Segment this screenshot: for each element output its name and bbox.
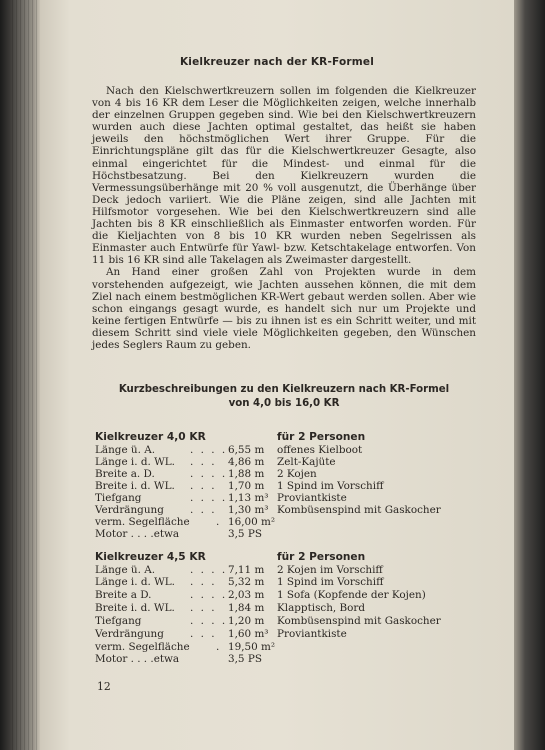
subheading-line-2: von 4,0 bis 16,0 KR [228, 398, 340, 409]
spec-row [40, 564, 514, 576]
equipment-item: Proviantkiste [277, 492, 347, 504]
spec-row [40, 504, 514, 516]
spec-dots: . . . [190, 628, 217, 640]
spec-row [40, 456, 514, 468]
spec-row [40, 641, 514, 653]
spec-row [40, 602, 514, 614]
block-2-persons: für 2 Personen [277, 551, 366, 563]
equipment-item: 2 Kojen [277, 468, 317, 480]
spec-row [40, 615, 514, 627]
spec-label: Länge i. d. WL. [95, 456, 175, 468]
spec-label: Tiefgang [95, 492, 142, 504]
page-edge [513, 0, 545, 750]
spec-value: 1,13 m³ [228, 492, 269, 504]
spec-row [40, 589, 514, 601]
spec-value: 19,50 m² [228, 641, 276, 653]
spec-row [40, 492, 514, 504]
book-spine [0, 0, 40, 750]
spec-dots: . . . . [190, 444, 228, 456]
spec-label: Motor . . . .etwa [95, 528, 180, 540]
spec-dots: . . . . [190, 564, 228, 576]
spec-row [40, 628, 514, 640]
spec-dots: . . . [190, 602, 217, 614]
spec-label: Länge i. d. WL. [95, 576, 175, 588]
spec-value: 6,55 m [228, 444, 265, 456]
spec-label: Verdrängung [95, 628, 164, 640]
spec-row [40, 468, 514, 480]
spec-dots: . . . [190, 456, 217, 468]
equipment-item: offenes Kielboot [277, 444, 363, 456]
equipment-item: Klapptisch, Bord [277, 602, 366, 614]
spec-label: Breite i. d. WL. [95, 602, 175, 614]
subheading [92, 383, 476, 411]
spec-value: 7,11 m [228, 564, 265, 576]
equipment-item: Kombüsenspind mit Gaskocher [277, 615, 441, 627]
spec-dots: . . . . [190, 468, 228, 480]
spec-row [40, 480, 514, 492]
spec-value: 1,70 m [228, 480, 265, 492]
subheading-line-1: Kurzbeschreibungen zu den Kielkreuzern nach KR-Formel [118, 384, 450, 395]
equipment-item: 1 Sofa (Kopfende der Kojen) [277, 589, 426, 601]
equipment-item: 1 Spind im Vorschiff [277, 480, 384, 492]
book-page [40, 0, 514, 750]
spec-dots: . . . [190, 576, 217, 588]
spec-label: Länge ü. A. [95, 444, 155, 456]
spec-label: Tiefgang [95, 615, 142, 627]
spine-shadow [12, 0, 38, 750]
spec-label: Breite a. D. [95, 468, 155, 480]
spec-label: verm. Segelfläche [95, 516, 190, 528]
block-2-title: Kielkreuzer 4,5 KR [95, 551, 206, 563]
equipment-item: 1 Spind im Vorschiff [277, 576, 384, 588]
spec-value: 16,00 m² [228, 516, 276, 528]
page-number: 12 [97, 680, 111, 693]
spec-row [40, 528, 514, 540]
spec-value: 1,30 m³ [228, 504, 269, 516]
equipment-item: Zelt-Kajüte [277, 456, 336, 468]
spec-value: 3,5 PS [228, 528, 262, 540]
block-1-header [40, 431, 514, 443]
equipment-item: Kombüsenspind mit Gaskocher [277, 504, 441, 516]
spec-row [40, 576, 514, 588]
spec-value: 1,60 m³ [228, 628, 269, 640]
paragraph-1: Nach den Kielschwertkreuzern sollen im folgenden die Kielkreuzer von 4 bis 16 KR dem Leser die Möglichkeiten zeigen, welche innerhalb der einzelnen Gruppen gegeben sind. Wie bei den Kielschwertkreuzern wurden auch diese Jachten optimal gestaltet, das heißt sie haben jeweils den höchstmöglichen Wert ihrer Gruppe. Für die Einrichtungspläne gilt das für die Kielschwertkreuzer Gesagte, also einmal eingerichtet für die Mindest- und einmal für die Höchstbesatzung. Bei den Kielkreuzern wurden die Vermessungsüberhänge mit 20 % voll ausgenutzt, die Überhänge über Deck jedoch variiert. Wie die Pläne zeigen, sind alle Jachten mit Hilfsmotor vorgesehen. Wie bei den Kielschwertkreuzern sind alle Jachten bis 8 KR einschließlich als Einmaster entworfen worden. Für die Kieljachten von 8 bis 10 KR wurden neben Segelrissen als Einmaster auch Entwürfe für Yawl- bzw. Ketschtakelage entworfen. Von 11 bis 16 KR sind alle Takelagen als Zweimaster dargestellt. [92, 85, 476, 267]
spec-dots: . [216, 641, 222, 653]
spec-value: 2,03 m [228, 589, 265, 601]
spec-label: Länge ü. A. [95, 564, 155, 576]
spec-value: 1,88 m [228, 468, 265, 480]
spec-dots: . . . [190, 480, 217, 492]
equipment-item: Proviantkiste [277, 628, 347, 640]
spec-label: Breite i. d. WL. [95, 480, 175, 492]
spec-dots: . . . . [190, 589, 228, 601]
spec-dots: . [216, 516, 222, 528]
spec-row [40, 653, 514, 665]
spec-value: 5,32 m [228, 576, 265, 588]
body-text [92, 85, 476, 351]
spec-value: 1,20 m [228, 615, 265, 627]
spec-value: 3,5 PS [228, 653, 262, 665]
spec-label: verm. Segelfläche [95, 641, 190, 653]
spec-row [40, 516, 514, 528]
spec-row [40, 444, 514, 456]
spec-dots: . . . [190, 504, 217, 516]
spec-label: Breite a D. [95, 589, 152, 601]
block-1-persons: für 2 Personen [277, 431, 366, 443]
spec-value: 4,86 m [228, 456, 265, 468]
spec-dots: . . . . [190, 615, 228, 627]
paragraph-2: An Hand einer großen Zahl von Projekten wurde in dem vorstehenden aufgezeigt, wie Jachten aussehen können, die mit dem Ziel nach einem bestmöglichen KR-Wert gebaut werden sollen. Aber wie schon eingangs gesagt wurde, es handelt sich nur um Projekte und keine fertigen Entwürfe — bis zu ihnen ist es ein Schritt weiter, und mit diesem Schritt sind viele viele Möglichkeiten gegeben, den Wünschen jedes Seglers Raum zu geben. [92, 266, 476, 351]
spec-dots: . . . . [190, 492, 228, 504]
block-2-header [40, 551, 514, 563]
spec-label: Verdrängung [95, 504, 164, 516]
section-heading: Kielkreuzer nach der KR-Formel [179, 56, 375, 68]
equipment-item: 2 Kojen im Vorschiff [277, 564, 383, 576]
spec-value: 1,84 m [228, 602, 265, 614]
block-1-title: Kielkreuzer 4,0 KR [95, 431, 206, 443]
spec-label: Motor . . . .etwa [95, 653, 180, 665]
